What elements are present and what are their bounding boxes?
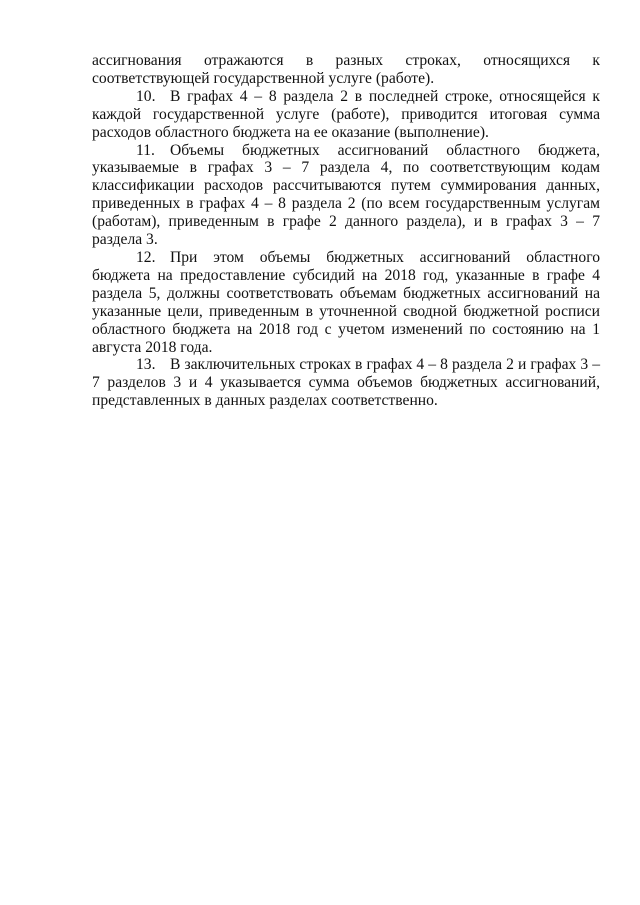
paragraph-text: Объемы бюджетных ассигнований областного бюджета, указываемые в графах 3 – 7 раздела 4, по соответствующим кодам классификации расходов рассчитываются путем суммирования данных, приведенных в графах 4 – 8 раздела 2 (по всем государственным услугам (работам), приведенным в графе 2 данного раздела), и в графах 3 – 7 раздела 3. — [92, 141, 600, 249]
paragraph-10 — [92, 88, 600, 142]
paragraph-13 — [92, 356, 600, 410]
paragraph-text: В графах 4 – 8 раздела 2 в последней строке, относящейся к каждой государственной услуге (работе), приводится итоговая сумма расходов областного бюджета на ее оказание (выполнение). — [92, 87, 600, 141]
paragraph-number: 10. — [136, 87, 156, 105]
paragraph-continuation — [92, 52, 600, 88]
paragraph-text: При этом объемы бюджетных ассигнований областного бюджета на предоставление субсидий на 2018 год, указанные в графе 4 раздела 5, должны соответствовать объемам бюджетных ассигнований на указанные цели, приведенным в уточненной сводной бюджетной росписи областного бюджета на 2018 год с учетом изменений по состоянию на 1 августа 2018 года. — [92, 248, 600, 356]
paragraph-12 — [92, 249, 600, 356]
paragraph-11 — [92, 142, 600, 249]
paragraph-text: В заключительных строках в графах 4 – 8 раздела 2 и графах 3 – 7 разделов 3 и 4 указывается сумма объемов бюджетных ассигнований, представленных в данных разделах соответственно. — [92, 356, 600, 410]
paragraph-number: 11. — [136, 141, 155, 159]
paragraph-number: 13. — [136, 356, 156, 374]
document-body — [92, 52, 600, 410]
paragraph-number: 12. — [136, 248, 156, 266]
paragraph-text: ассигнования отражаются в разных строках, относящихся к соответствующей государственной услуге (работе). — [92, 52, 600, 87]
